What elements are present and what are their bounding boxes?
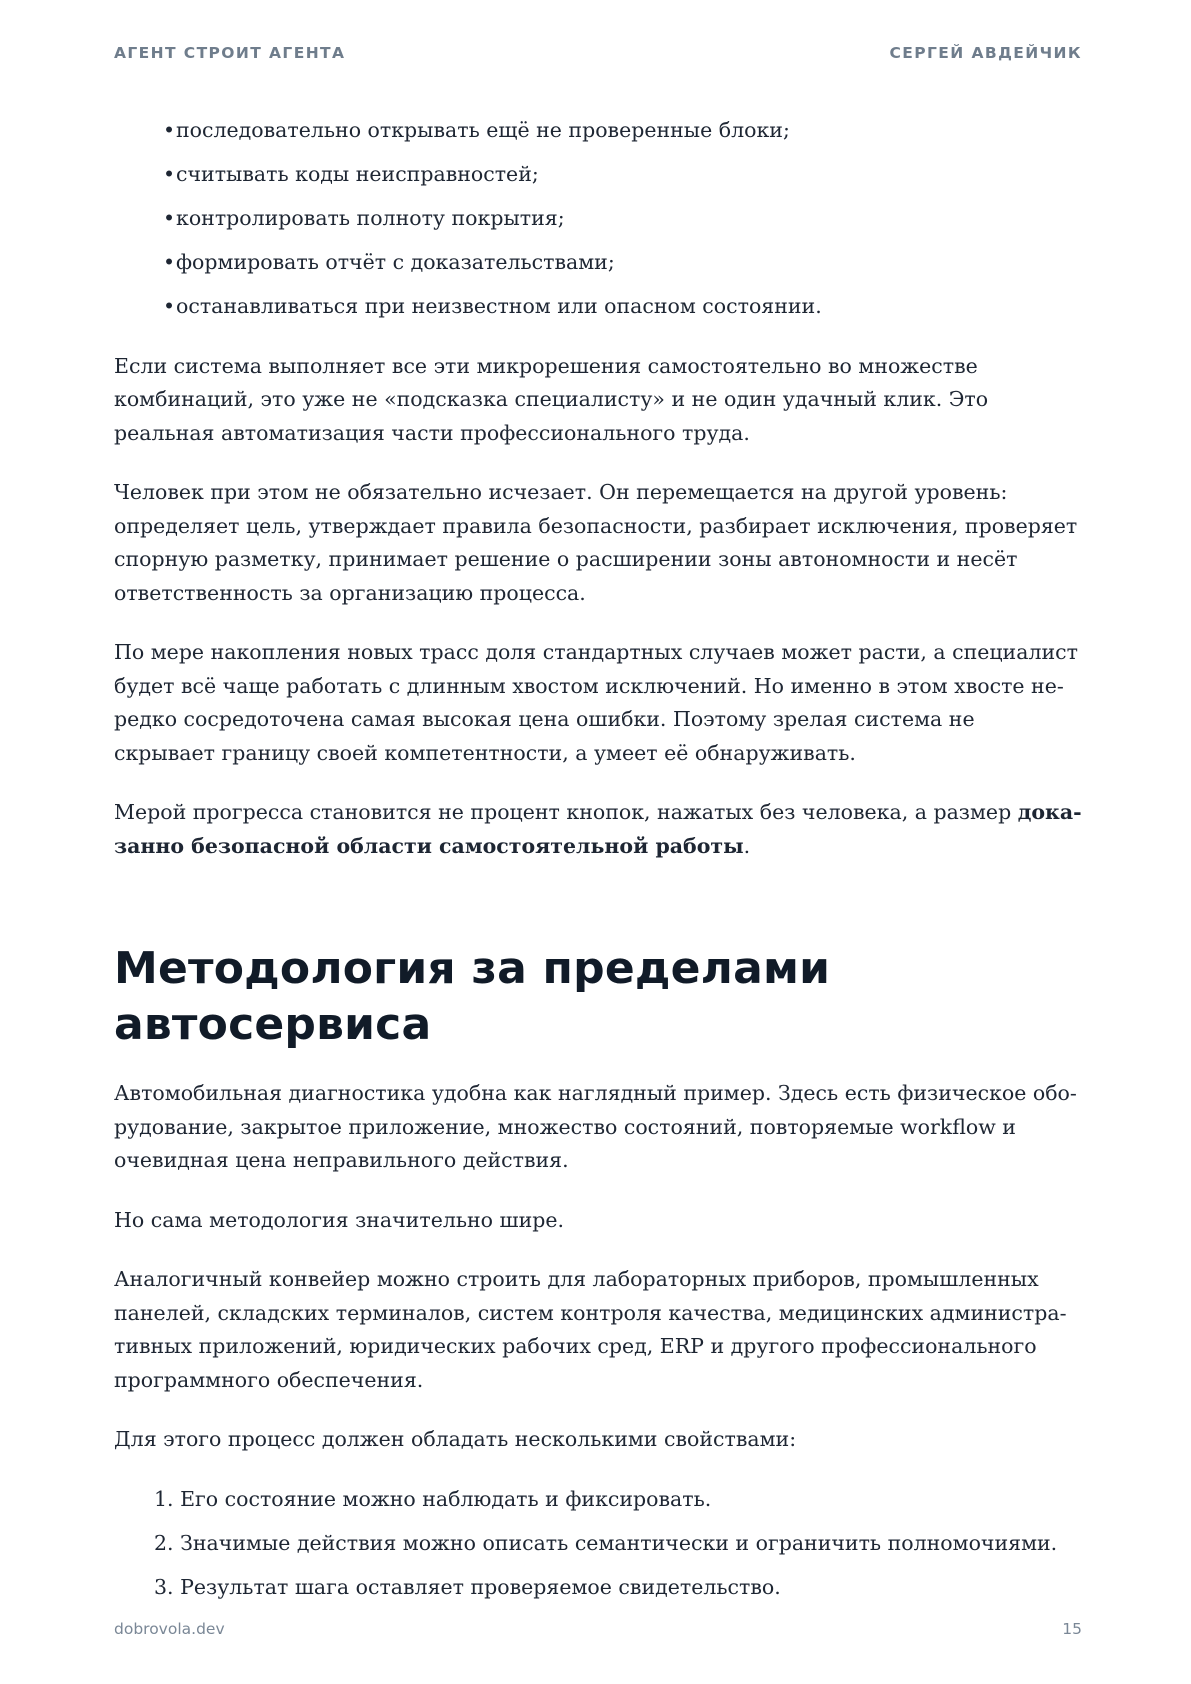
list-item: • останавливаться при неизвестном или опасном состоянии. [176, 290, 1082, 324]
paragraph-human-role: Человек при этом не обязательно исчезает. Он перемещается на другой уровень: определяет цель, утверждает правила безопасности, разбирает исключения, проверяет спорную разметку, принимает решение о расширении зоны автономности и несёт ответственность за организацию процесса. [114, 480, 1078, 605]
list-item: • последовательно открывать ещё не проверенные блоки; [176, 114, 1082, 148]
progress-text-emphasis: доказанно безопасной области самостоятельной работы [114, 800, 1082, 858]
section-heading: Методология за пределами автосервиса [114, 943, 831, 1050]
list-item: • формировать отчёт с доказательствами; [176, 246, 1082, 280]
page-number: 15 [1062, 1620, 1082, 1638]
footer-site: dobrovola.dev [114, 1620, 225, 1638]
paragraph-progress-measure [114, 796, 1082, 863]
progress-text-start: Мерой прогресса становится не процент кнопок, нажатых без человека, а размер [114, 800, 1018, 824]
main-content [114, 114, 1082, 1630]
paragraph-car-diagnostics: Автомобильная диагностика удобна как наглядный пример. Здесь есть физическое оборудование, закрытое приложение, множество состояний, повторяемые workflow и очевидная цена неправильного действия. [114, 1081, 1077, 1172]
paragraph-long-tail: По мере накопления новых трасс доля стандартных случаев может расти, а специалист будет всё чаще работать с длинным хвостом исключений. Но именно в этом хвосте нередко сосредоточена самая высокая цена ошибки. Поэтому зрелая система не скрывает границу своей компетентности, а умеет её обнаруживать. [114, 640, 1078, 765]
bullet-list [114, 114, 1082, 324]
list-item: Результат шага оставляет проверяемое свидетельство. [180, 1574, 781, 1599]
header-book-title: АГЕНТ СТРОИТ АГЕНТА [114, 44, 346, 62]
list-item: Значимые действия можно описать семантически и ограничить полномочиями. [180, 1530, 1058, 1555]
paragraph-process-properties: Для этого процесс должен обладать несколькими свойствами: [114, 1427, 797, 1451]
page-footer [114, 1620, 1082, 1638]
paragraph-methodology-wider: Но сама методология значительно шире. [114, 1207, 565, 1232]
list-item: • считывать коды неисправностей; [176, 158, 1082, 192]
progress-text-end: . [743, 833, 751, 858]
numbered-list [114, 1483, 1082, 1605]
list-item: Его состояние можно наблюдать и фиксировать. [180, 1486, 712, 1511]
list-item: • контролировать полноту покрытия; [176, 202, 1082, 236]
paragraph-automation: Если система выполняет все эти микрорешения самостоятельно во множестве комбинаций, это уже не «подсказка специалисту» и не один удачный клик. Это реальная автоматизация части профессионального труда. [114, 353, 989, 445]
paragraph-similar-pipeline: Аналогичный конвейер можно строить для лабораторных приборов, промышленных панелей, складских терминалов, систем контроля качества, медицинских административных приложений, юридических рабочих сред, ERP и другого профессионального программного обеспечения. [114, 1267, 1067, 1392]
header-author: СЕРГЕЙ АВДЕЙЧИК [889, 44, 1082, 62]
running-header [114, 44, 1082, 62]
